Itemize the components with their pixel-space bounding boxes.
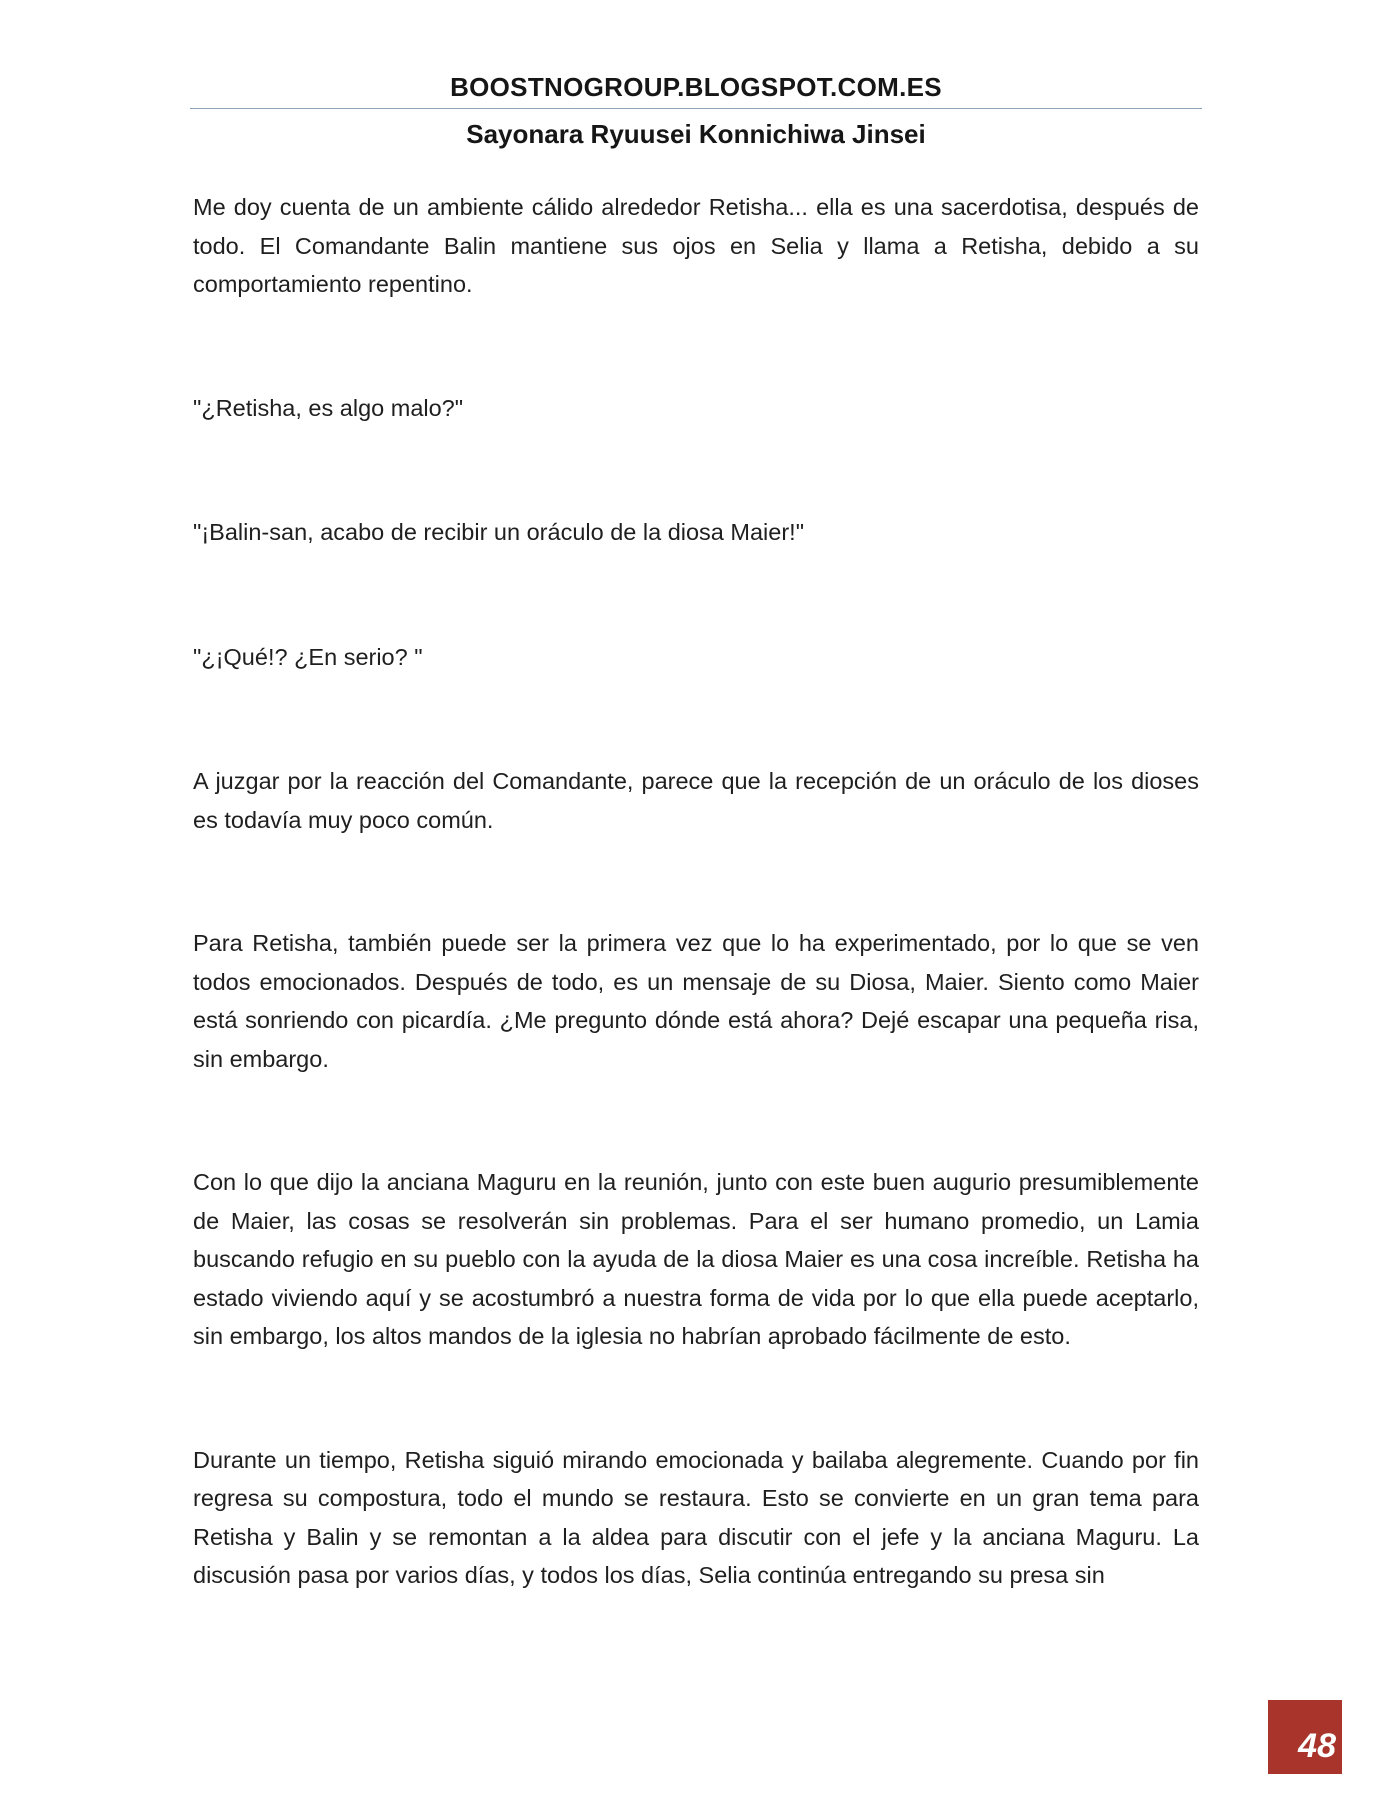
dialogue-line: "¡Balin-san, acabo de recibir un oráculo de la diosa Maier!" — [193, 519, 805, 545]
paragraph: Con lo que dijo la anciana Maguru en la reunión, junto con este buen augurio presumiblemente de Maier, las cosas se resolverán sin problemas. Para el ser humano promedio, un Lamia buscando refugio en su pueblo con la ayuda de la diosa Maier es una cosa increíble. Retisha ha estado viviendo aquí y se acostumbró a nuestra forma de vida por lo que ella puede aceptarlo, sin embargo, los altos mandos de la iglesia no habrían aprobado fácilmente de esto. — [193, 1169, 1199, 1349]
paragraph: Para Retisha, también puede ser la primera vez que lo ha experimentado, por lo que se ven todos emocionados. Después de todo, es un mensaje de su Diosa, Maier. Siento como Maier está sonriendo con picardía. ¿Me pregunto dónde está ahora? Dejé escapar una pequeña risa, sin embargo. — [193, 930, 1199, 1072]
page-body — [193, 188, 1199, 1595]
page-number-underline — [1268, 1770, 1342, 1774]
site-title: BOOSTNOGROUP.BLOGSPOT.COM.ES — [450, 72, 942, 102]
dialogue-line: "¿¡Qué!? ¿En serio? " — [193, 643, 423, 670]
page-number-badge — [1268, 1700, 1342, 1773]
page-header — [190, 70, 1202, 151]
paragraph: Durante un tiempo, Retisha siguió mirando emocionada y bailaba alegremente. Cuando por fin regresa su compostura, todo el mundo se restaura. Esto se convierte en un gran tema para Retisha y Balin y se remontan a la aldea para discutir con el jefe y la anciana Maguru. La discusión pasa por varios días, y todos los días, Selia continúa entregando su presa sin — [193, 1446, 1199, 1588]
paragraph: Me doy cuenta de un ambiente cálido alrededor Retisha... ella es una sacerdotisa, después de todo. El Comandante Balin mantiene sus ojos en Selia y llama a Retisha, debido a su comportamiento repentino. — [193, 194, 1199, 297]
dialogue-line: "¿Retisha, es algo malo?" — [193, 394, 464, 421]
header-divider — [190, 108, 1202, 109]
book-title: Sayonara Ryuusei Konnichiwa Jinsei — [466, 119, 926, 149]
page-number: 48 — [1298, 1727, 1336, 1765]
paragraph: A juzgar por la reacción del Comandante, parece que la recepción de un oráculo de los dioses es todavía muy poco común. — [193, 768, 1199, 833]
